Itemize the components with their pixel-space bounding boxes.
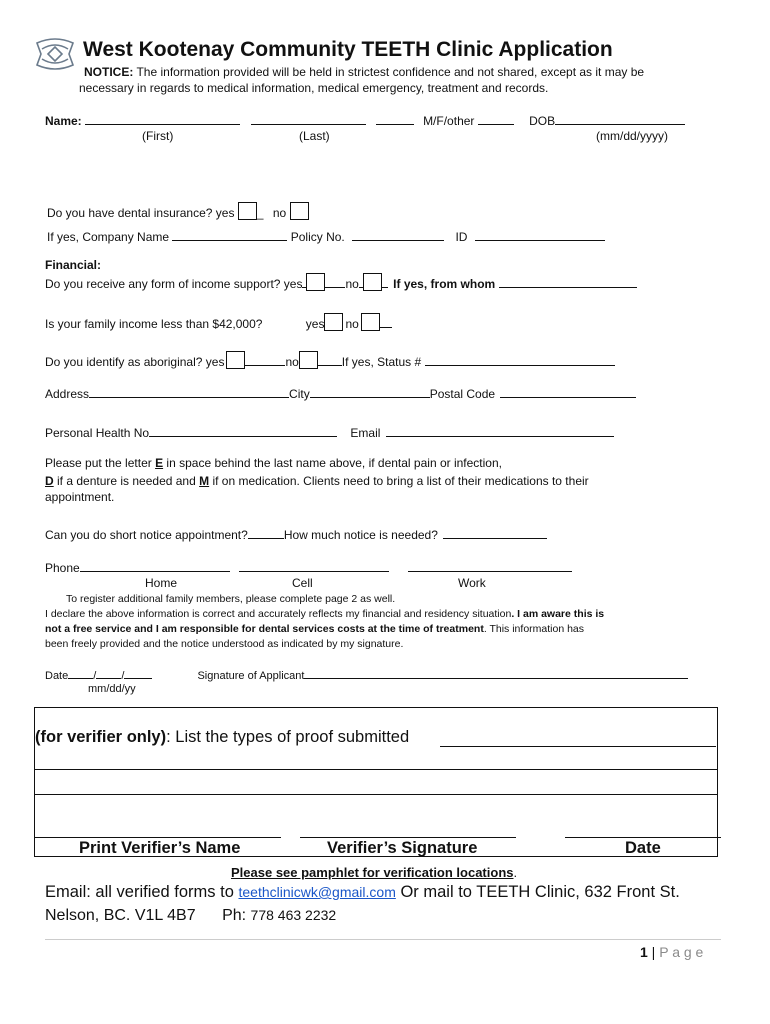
phone-label-footer: Ph:: [222, 907, 247, 924]
verifier-line-2[interactable]: [35, 769, 717, 770]
home-hint: Home: [145, 576, 178, 590]
dob-field[interactable]: [555, 112, 685, 125]
address-row: [45, 385, 636, 401]
instruction-line-1: [45, 456, 502, 470]
mail-text: Or mail to TEETH Clinic, 632 Front St.: [395, 883, 680, 901]
policy-field[interactable]: [352, 228, 444, 241]
instruction-line-2: [45, 474, 589, 488]
financial-heading: Financial:: [45, 258, 102, 272]
verifier-proof-field[interactable]: [440, 746, 716, 747]
email-prefix: Email: all verified forms to: [45, 883, 239, 901]
short-notice-row: [45, 526, 547, 542]
aboriginal-no-label: no: [285, 355, 299, 369]
postal-field[interactable]: [500, 385, 636, 398]
name-row: [45, 112, 685, 128]
teeth-logo-icon: [34, 37, 76, 71]
verifier-proof-text: : List the types of proof submitted: [166, 728, 410, 746]
city-line: Nelson, BC. V1L 4B7: [45, 907, 196, 924]
income-support-no-checkbox[interactable]: [363, 273, 382, 291]
declaration-line-2: [45, 623, 584, 635]
notice-amount-label: How much notice is needed?: [283, 528, 438, 542]
date-hint: mm/dd/yy: [88, 683, 136, 695]
last-hint: (Last): [299, 129, 330, 143]
insurance-question: Do you have dental insurance? yes: [47, 206, 235, 220]
company-label: If yes, Company Name: [47, 230, 170, 244]
email-label: Email: [350, 426, 381, 440]
short-notice-field[interactable]: [248, 526, 284, 539]
aboriginal-row: [45, 351, 615, 369]
address-field[interactable]: [89, 385, 289, 398]
page-footer: 1 | P a g e: [640, 944, 704, 960]
health-row: [45, 424, 614, 440]
phn-label: Personal Health No: [45, 426, 150, 440]
clinic-phone: 778 463 2232: [250, 907, 337, 923]
address-label: Address: [45, 387, 90, 401]
verifier-signature-label: Verifier’s Signature: [327, 839, 478, 857]
last-name-field[interactable]: [251, 112, 366, 125]
family-income-no-checkbox[interactable]: [361, 313, 380, 331]
status-field[interactable]: [425, 353, 615, 366]
home-phone-field[interactable]: [80, 559, 230, 572]
verifier-name-field[interactable]: [35, 837, 281, 838]
family-note: To register additional family members, please complete page 2 as well.: [66, 593, 396, 605]
insurance-no-label: no: [272, 206, 287, 220]
form-title: West Kootenay Community TEETH Clinic Application: [83, 38, 613, 61]
id-label: ID: [455, 230, 468, 244]
city-field[interactable]: [310, 385, 430, 398]
status-label: If yes, Status #: [341, 355, 422, 369]
first-name-field[interactable]: [85, 112, 240, 125]
date-year-field[interactable]: [124, 667, 152, 679]
company-row: [47, 228, 605, 244]
pamphlet-text: Please see pamphlet for verification locations: [231, 865, 514, 880]
verifier-date-label: Date: [625, 839, 661, 857]
email-mail-line: [45, 883, 680, 902]
name-label: Name:: [45, 114, 82, 128]
email-field[interactable]: [386, 424, 614, 437]
instruction-line-3: appointment.: [45, 490, 115, 504]
date-signature-row: Date / / Signature of Applicant: [45, 667, 688, 682]
aboriginal-yes-checkbox[interactable]: [226, 351, 245, 369]
verifier-box-right: [717, 707, 718, 857]
family-income-yes-checkbox[interactable]: [324, 313, 343, 331]
dob-label: DOB: [529, 114, 556, 128]
notice-label: NOTICE:: [84, 65, 134, 79]
insurance-yes-checkbox[interactable]: [238, 202, 257, 220]
instruction-text: in space behind the last name above, if dental pain or infection,: [163, 456, 502, 470]
phone-row: [45, 559, 572, 575]
clinic-email-link[interactable]: teethclinicwk@gmail.com: [238, 884, 396, 900]
cell-phone-field[interactable]: [239, 559, 389, 572]
verifier-date-field[interactable]: [565, 837, 721, 838]
from-whom-field[interactable]: [499, 275, 637, 288]
declaration-line-1: [45, 608, 604, 620]
mf-blank-field[interactable]: [376, 112, 414, 125]
id-field[interactable]: [475, 228, 605, 241]
instruction-text: if on medication. Clients need to bring a list of their medications to their: [209, 474, 589, 488]
declaration-bold: . I am aware this is: [511, 608, 605, 620]
notice-line-1: [84, 65, 644, 79]
instruction-text: if a denture is needed and: [53, 474, 200, 488]
notice-amount-field[interactable]: [443, 526, 547, 539]
applicant-signature-field[interactable]: [304, 667, 688, 679]
letter-e: E: [155, 456, 164, 470]
short-notice-question: Can you do short notice appointment?: [45, 528, 248, 542]
date-month-field[interactable]: [68, 667, 93, 679]
verifier-signature-field[interactable]: [300, 837, 516, 838]
phone-label: Phone: [45, 561, 80, 575]
verifier-name-label: Print Verifier’s Name: [79, 839, 241, 857]
income-support-row: [45, 273, 637, 291]
aboriginal-no-checkbox[interactable]: [299, 351, 318, 369]
work-hint: Work: [458, 576, 486, 590]
address-line: [45, 907, 336, 925]
city-label: City: [289, 387, 310, 401]
from-whom-label: If yes, from whom: [393, 277, 496, 291]
verifier-line-3[interactable]: [35, 794, 717, 795]
policy-label: Policy No.: [290, 230, 345, 244]
income-support-yes-checkbox[interactable]: [306, 273, 325, 291]
family-income-yes-label: yes: [305, 317, 325, 331]
letter-m: M: [199, 474, 210, 488]
aboriginal-question: Do you identify as aboriginal? yes: [45, 355, 225, 369]
notice-line-2: necessary in regards to medical information, medical emergency, treatment and records.: [79, 81, 549, 95]
date-label: Date: [45, 670, 69, 682]
family-income-no-label: no: [345, 317, 359, 331]
company-field[interactable]: [172, 228, 287, 241]
dob-hint: (mm/dd/yyyy): [596, 129, 668, 143]
date-day-field[interactable]: [96, 667, 121, 679]
income-support-question: Do you receive any form of income support? yes: [45, 277, 303, 291]
verifier-box-top: [34, 707, 718, 708]
mf-field[interactable]: [478, 112, 514, 125]
page-number: 1: [640, 944, 648, 960]
postal-label: Postal Code: [429, 387, 496, 401]
first-hint: (First): [142, 129, 174, 143]
family-income-row: [45, 313, 392, 331]
income-support-no-label: no: [345, 277, 359, 291]
family-income-question: Is your family income less than $42,000?: [45, 317, 263, 331]
notice-text: The information provided will be held in strictest confidence and not shared, except as it may be: [133, 65, 645, 79]
page-divider: [45, 939, 721, 940]
instruction-text: Please put the letter: [45, 456, 156, 470]
phn-field[interactable]: [149, 424, 337, 437]
declaration-text: I declare the above information is correct and accurately reflects my financial and residency situation: [45, 608, 512, 620]
work-phone-field[interactable]: [408, 559, 572, 572]
verifier-proof-row: [35, 728, 409, 747]
insurance-no-checkbox[interactable]: [290, 202, 309, 220]
insurance-row: Do you have dental insurance? yes _ no: [47, 202, 309, 220]
letter-d: D: [45, 474, 54, 488]
cell-hint: Cell: [292, 576, 313, 590]
page-word: P a g e: [659, 944, 704, 960]
declaration-bold: not a free service and I am responsible for dental services costs at the time of treatment: [45, 623, 484, 635]
verifier-only-label: (for verifier only): [35, 728, 167, 746]
declaration-line-3: been freely provided and the notice understood as indicated by my signature.: [45, 638, 404, 650]
pamphlet-note: Please see pamphlet for verification locations.: [231, 865, 518, 880]
signature-label: Signature of Applicant: [197, 670, 305, 682]
declaration-text: . This information has: [483, 623, 585, 635]
mf-label: M/F/other: [423, 114, 475, 128]
